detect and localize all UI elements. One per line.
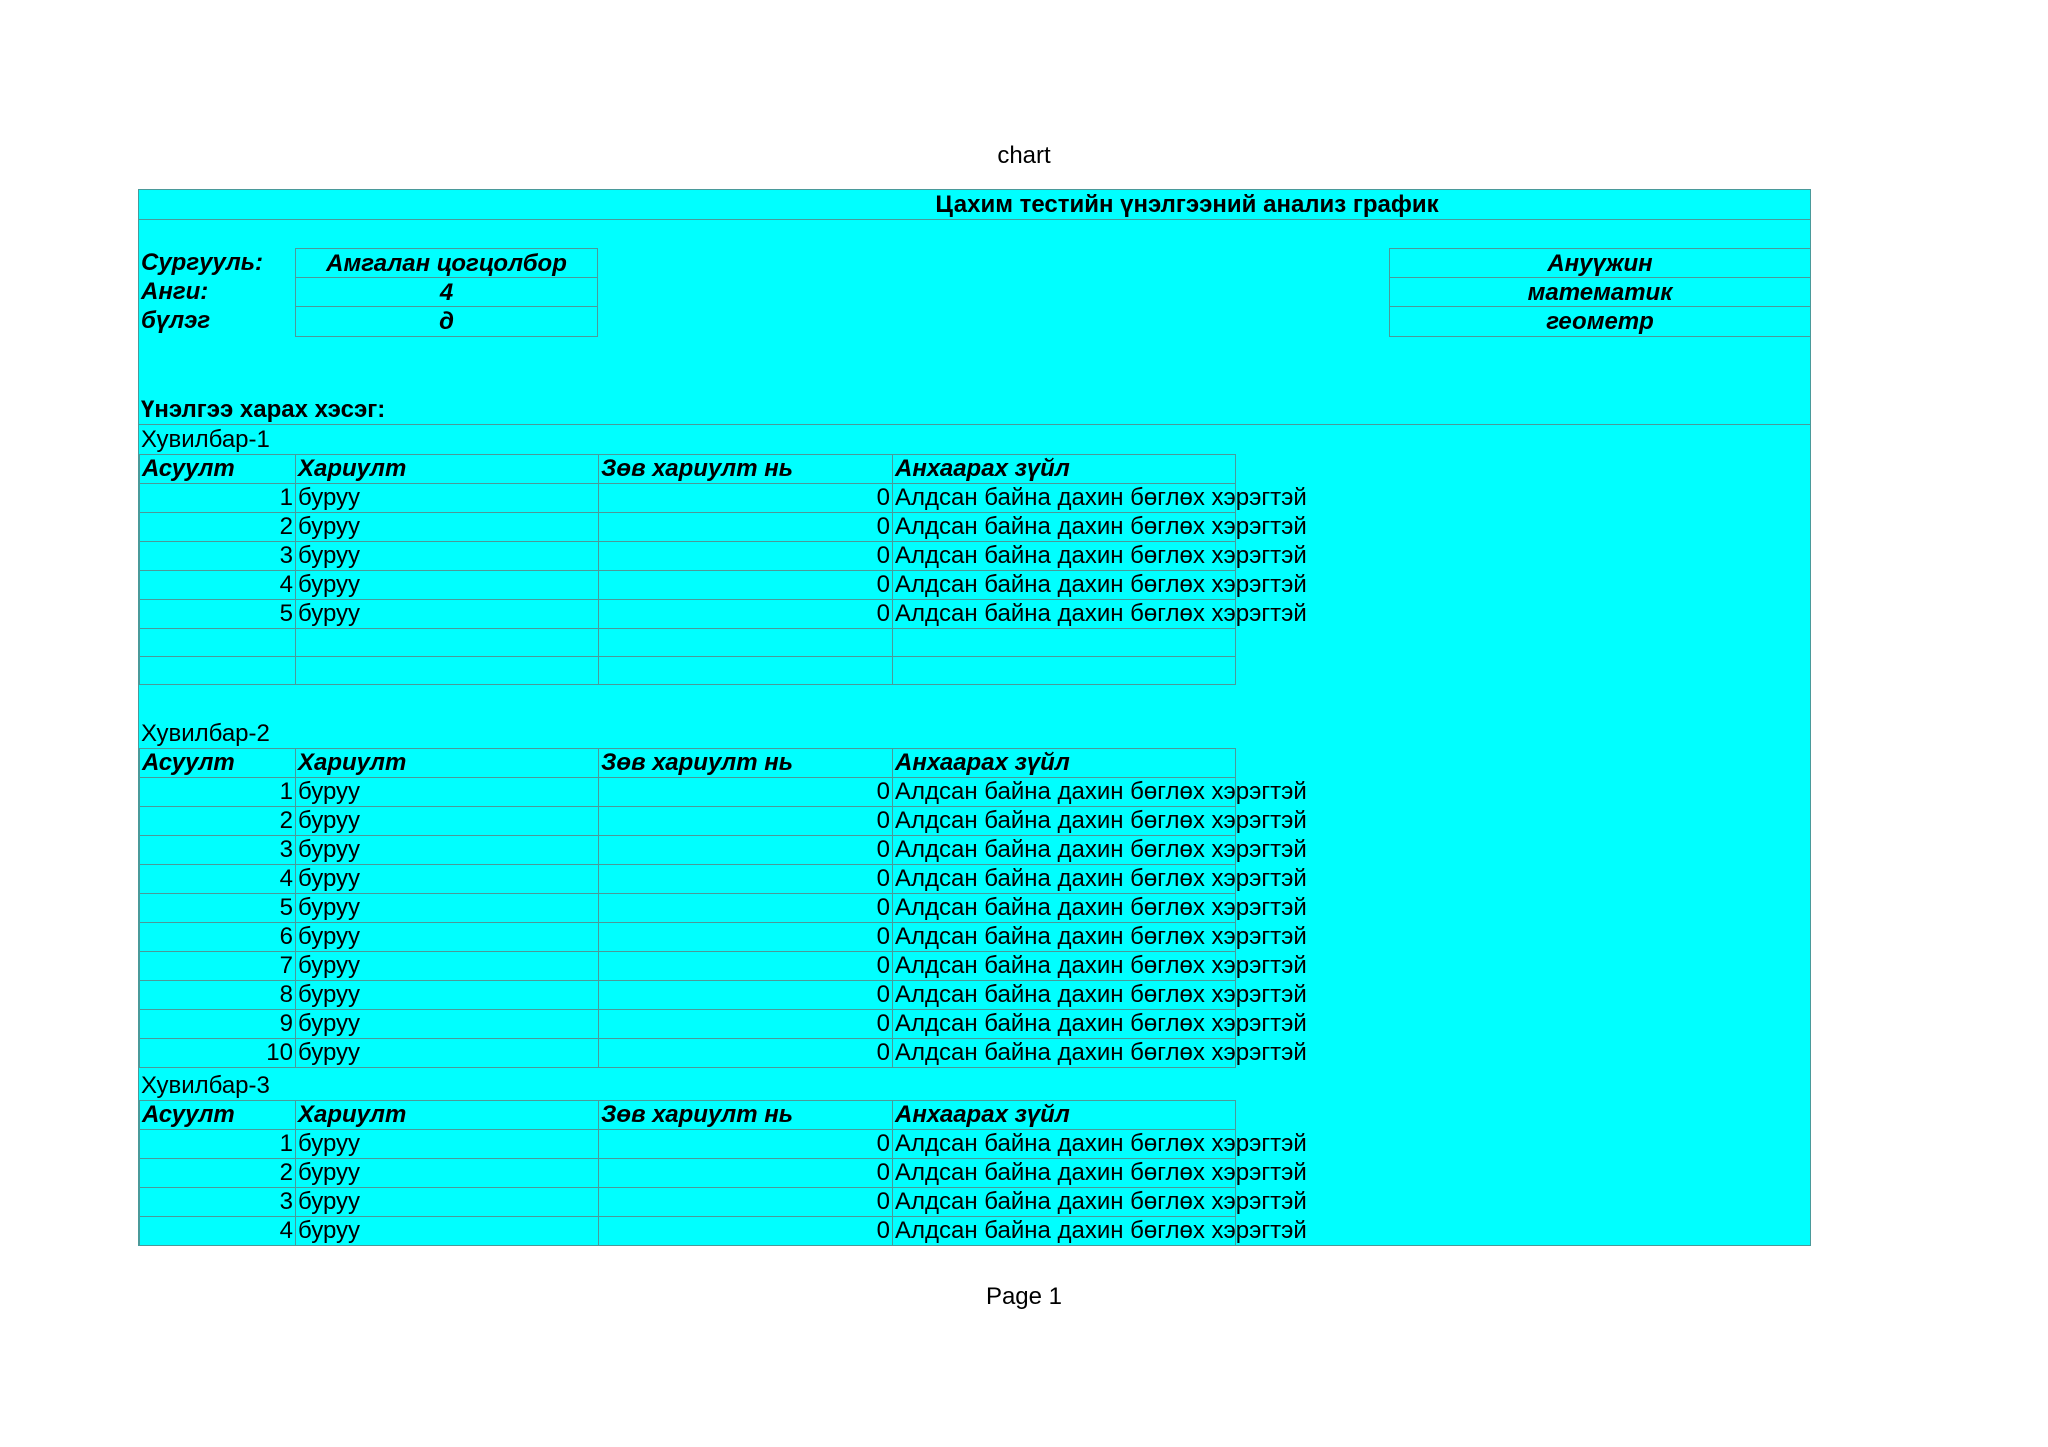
table-row <box>140 894 1236 923</box>
note-cell: Алдсан байна дахин бөглөх хэрэгтэй <box>893 836 1236 865</box>
answer-cell: буруу <box>296 836 599 865</box>
question-number-cell: 1 <box>140 484 296 513</box>
note-cell: Алдсан байна дахин бөглөх хэрэгтэй <box>893 923 1236 952</box>
question-number-cell: 4 <box>140 571 296 600</box>
table-row <box>140 1039 1236 1068</box>
table-header-row <box>140 1101 1236 1130</box>
note-cell: Алдсан байна дахин бөглөх хэрэгтэй <box>893 1159 1236 1188</box>
correct-answer-cell: 0 <box>599 865 893 894</box>
correct-answer-cell: 0 <box>599 1159 893 1188</box>
answer-cell: буруу <box>296 1130 599 1159</box>
question-number-cell: 10 <box>140 1039 296 1068</box>
column-header: Хариулт <box>296 455 599 484</box>
table-row <box>140 981 1236 1010</box>
table-row <box>140 1159 1236 1188</box>
answer-cell: буруу <box>296 1010 599 1039</box>
column-header: Зөв хариулт нь <box>599 749 893 778</box>
question-number-cell: 6 <box>140 923 296 952</box>
correct-answer-cell: 0 <box>599 1010 893 1039</box>
question-number-cell: 3 <box>140 542 296 571</box>
note-cell <box>893 657 1236 685</box>
spreadsheet-area <box>138 189 1811 1246</box>
correct-answer-cell: 0 <box>599 1217 893 1246</box>
column-header: Хариулт <box>296 1101 599 1130</box>
question-number-cell: 5 <box>140 894 296 923</box>
topic-name: геометр <box>1546 308 1654 335</box>
note-cell: Алдсан байна дахин бөглөх хэрэгтэй <box>893 600 1236 629</box>
answer-cell: буруу <box>296 1039 599 1068</box>
subject-name: математик <box>1390 278 1810 307</box>
answer-cell: буруу <box>296 600 599 629</box>
column-header: Асуулт <box>140 455 296 484</box>
table-row <box>140 836 1236 865</box>
answer-cell: буруу <box>296 952 599 981</box>
correct-answer-cell: 0 <box>599 836 893 865</box>
table-row <box>140 923 1236 952</box>
question-number-cell: 8 <box>140 981 296 1010</box>
note-cell: Алдсан байна дахин бөглөх хэрэгтэй <box>893 1130 1236 1159</box>
table-row <box>140 571 1236 600</box>
column-header: Зөв хариулт нь <box>599 455 893 484</box>
correct-answer-cell: 0 <box>599 952 893 981</box>
note-cell: Алдсан байна дахин бөглөх хэрэгтэй <box>893 1188 1236 1217</box>
page-footer: Page 1 <box>985 1283 1063 1310</box>
question-number-cell: 2 <box>140 513 296 542</box>
answer-cell: буруу <box>296 923 599 952</box>
table-row <box>140 629 1236 657</box>
table-header-row <box>140 749 1236 778</box>
correct-answer-cell <box>599 629 893 657</box>
note-cell: Алдсан байна дахин бөглөх хэрэгтэй <box>893 865 1236 894</box>
section-divider <box>139 424 1810 425</box>
table-row <box>140 807 1236 836</box>
variant-label: Хувилбар-2 <box>141 720 270 747</box>
note-cell: Алдсан байна дахин бөглөх хэрэгтэй <box>893 1217 1236 1246</box>
table-row <box>140 542 1236 571</box>
answer-cell: буруу <box>296 1188 599 1217</box>
answer-cell: буруу <box>296 894 599 923</box>
answer-cell: буруу <box>296 542 599 571</box>
correct-answer-cell: 0 <box>599 600 893 629</box>
grade-value: 4 <box>296 278 597 307</box>
question-number-cell: 1 <box>140 778 296 807</box>
label-group: бүлэг <box>141 307 211 334</box>
question-number-cell: 2 <box>140 1159 296 1188</box>
question-number-cell: 3 <box>140 1188 296 1217</box>
table-row <box>140 1130 1236 1159</box>
school-info-box <box>295 248 598 337</box>
table-row <box>140 513 1236 542</box>
column-header: Хариулт <box>296 749 599 778</box>
sheet-title: Цахим тестийн үнэлгээний анализ график <box>139 190 1810 220</box>
question-number-cell: 4 <box>140 865 296 894</box>
answer-cell: буруу <box>296 981 599 1010</box>
section-label: Үнэлгээ харах хэсэг: <box>141 396 386 423</box>
answer-cell: буруу <box>296 865 599 894</box>
correct-answer-cell: 0 <box>599 1039 893 1068</box>
group-value: д <box>439 308 454 335</box>
note-cell: Алдсан байна дахин бөглөх хэрэгтэй <box>893 1039 1236 1068</box>
question-number-cell: 4 <box>140 1217 296 1246</box>
correct-answer-cell: 0 <box>599 571 893 600</box>
correct-answer-cell: 0 <box>599 513 893 542</box>
question-number-cell <box>140 657 296 685</box>
answer-cell <box>296 629 599 657</box>
note-cell: Алдсан байна дахин бөглөх хэрэгтэй <box>893 484 1236 513</box>
answer-cell: буруу <box>296 571 599 600</box>
correct-answer-cell: 0 <box>599 807 893 836</box>
table-row <box>140 484 1236 513</box>
variant-label: Хувилбар-3 <box>141 1072 270 1099</box>
correct-answer-cell <box>599 657 893 685</box>
table-row <box>140 1010 1236 1039</box>
variant-table <box>139 454 1307 685</box>
note-cell: Алдсан байна дахин бөглөх хэрэгтэй <box>893 894 1236 923</box>
note-cell: Алдсан байна дахин бөглөх хэрэгтэй <box>893 778 1236 807</box>
teacher-name: Ануүжин <box>1390 249 1810 278</box>
table-row <box>140 600 1236 629</box>
table-row <box>140 1188 1236 1217</box>
note-cell: Алдсан байна дахин бөглөх хэрэгтэй <box>893 1010 1236 1039</box>
page-header: chart <box>997 142 1051 169</box>
note-cell <box>893 629 1236 657</box>
column-header: Анхаарах зүйл <box>893 1101 1236 1130</box>
school-name: Амгалан цогцолбор <box>296 249 597 278</box>
note-cell: Алдсан байна дахин бөглөх хэрэгтэй <box>893 981 1236 1010</box>
correct-answer-cell: 0 <box>599 923 893 952</box>
label-grade: Анги: <box>141 278 209 305</box>
correct-answer-cell: 0 <box>599 981 893 1010</box>
correct-answer-cell: 0 <box>599 778 893 807</box>
note-cell: Алдсан байна дахин бөглөх хэрэгтэй <box>893 513 1236 542</box>
note-cell: Алдсан байна дахин бөглөх хэрэгтэй <box>893 571 1236 600</box>
table-row <box>140 657 1236 685</box>
column-header: Зөв хариулт нь <box>599 1101 893 1130</box>
answer-cell: буруу <box>296 807 599 836</box>
note-cell: Алдсан байна дахин бөглөх хэрэгтэй <box>893 807 1236 836</box>
column-header: Асуулт <box>140 749 296 778</box>
answer-cell: буруу <box>296 1159 599 1188</box>
answer-cell: буруу <box>296 484 599 513</box>
correct-answer-cell: 0 <box>599 894 893 923</box>
teacher-info-box <box>1389 248 1811 337</box>
question-number-cell: 9 <box>140 1010 296 1039</box>
column-header: Анхаарах зүйл <box>893 455 1236 484</box>
variant-label: Хувилбар-1 <box>141 426 270 453</box>
answer-cell: буруу <box>296 1217 599 1246</box>
correct-answer-cell: 0 <box>599 542 893 571</box>
correct-answer-cell: 0 <box>599 1130 893 1159</box>
question-number-cell: 2 <box>140 807 296 836</box>
question-number-cell: 5 <box>140 600 296 629</box>
table-row <box>140 778 1236 807</box>
note-cell: Алдсан байна дахин бөглөх хэрэгтэй <box>893 952 1236 981</box>
note-cell: Алдсан байна дахин бөглөх хэрэгтэй <box>893 542 1236 571</box>
correct-answer-cell: 0 <box>599 1188 893 1217</box>
answer-cell: буруу <box>296 513 599 542</box>
table-header-row <box>140 455 1236 484</box>
table-row <box>140 865 1236 894</box>
answer-cell <box>296 657 599 685</box>
label-school: Сургууль: <box>141 249 264 276</box>
column-header: Асуулт <box>140 1101 296 1130</box>
answer-cell: буруу <box>296 778 599 807</box>
table-row <box>140 952 1236 981</box>
variant-table <box>139 748 1307 1068</box>
question-number-cell: 7 <box>140 952 296 981</box>
column-header: Анхаарах зүйл <box>893 749 1236 778</box>
table-row <box>140 1217 1236 1246</box>
variant-table <box>139 1100 1307 1246</box>
question-number-cell: 1 <box>140 1130 296 1159</box>
question-number-cell: 3 <box>140 836 296 865</box>
correct-answer-cell: 0 <box>599 484 893 513</box>
question-number-cell <box>140 629 296 657</box>
